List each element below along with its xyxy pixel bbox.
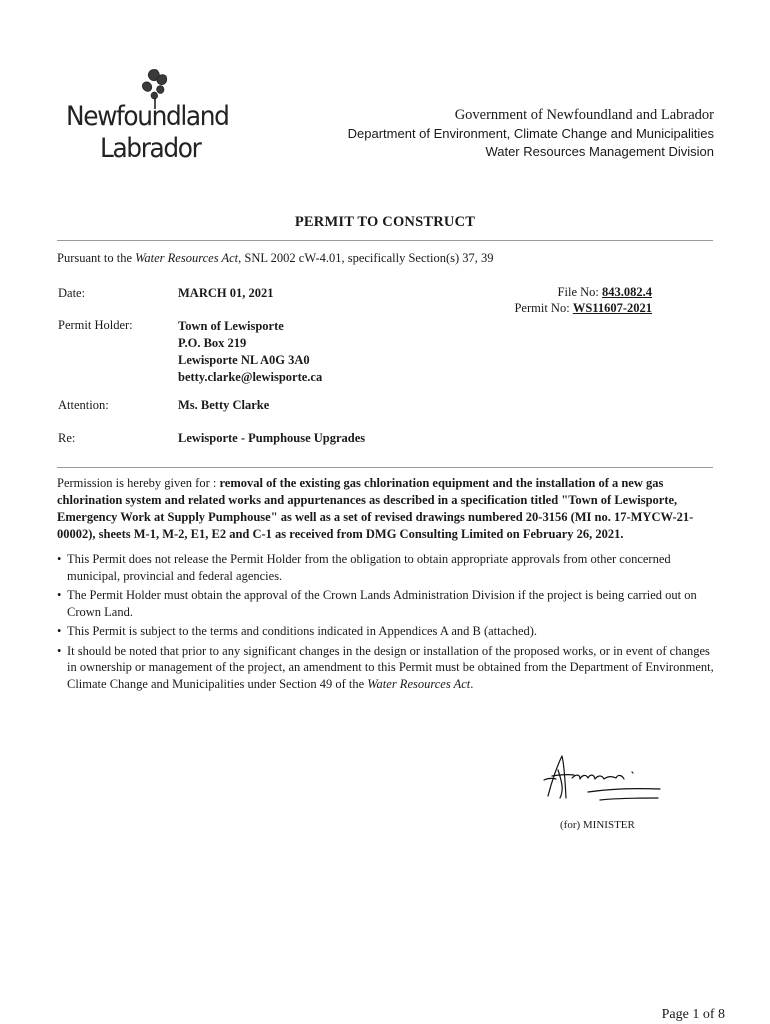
permission-body: removal of the existing gas chlorination equipment and the installation of a new gas chlorination system and related works and appurtenances as described in a specification titled "Town of Lewisporte, Emergency Work at Supply Pumphouse" as well as a set of revised drawings numbered 20-3156 (MI no. 17-MYCW-21-00002), sheets M-1, M-2, E1, E2 and C-1 as received from DMG Consulting Limited on February 26, 2021.: [57, 476, 694, 541]
condition-text: The Permit Holder must obtain the approval of the Crown Lands Administration Division if the project is being carried out on Crown Land.: [67, 588, 697, 619]
condition-text: This Permit is subject to the terms and conditions indicated in Appendices A and B (attached).: [67, 624, 538, 638]
signature-caption: (for) MINISTER: [560, 819, 635, 831]
newfoundland-labrador-logo: [62, 64, 252, 164]
government-name: Government of Newfoundland and Labrador: [454, 107, 714, 123]
divider: [57, 240, 713, 241]
file-number-label: File No:: [557, 285, 602, 299]
condition-text: It should be noted that prior to any significant changes in the design or installation of the proposed works, or in event of changes in ownership or management of the project, an amendment to this Permit must be obtained from the Department of Environment, Climate Change and Municipalities under Section 49 of the: [67, 643, 714, 691]
bullet: •: [57, 624, 62, 638]
permission-statement: [57, 475, 717, 543]
list-item: [57, 587, 717, 620]
act-name: Water Resources Act: [367, 676, 471, 691]
logo-wordmark-line2: Labrador: [100, 133, 201, 164]
divider: [57, 467, 713, 468]
holder-city: Lewisporte NL A0G 3A0: [178, 353, 310, 367]
file-number: [514, 285, 652, 301]
department-name: Department of Environment, Climate Change and Municipalities: [347, 126, 714, 141]
list-item: [57, 623, 717, 640]
bullet: •: [57, 588, 62, 602]
bullet: •: [57, 643, 62, 658]
attention-label: Attention:: [58, 398, 109, 412]
list-item: [57, 643, 717, 693]
pursuant-statement: [57, 251, 494, 266]
holder-po-box: P.O. Box 219: [178, 336, 247, 350]
logo-wordmark-line1: Newfoundland: [66, 101, 229, 132]
re-label: Re:: [58, 431, 76, 445]
condition-end: .: [470, 676, 474, 691]
pursuant-prefix: Pursuant to the: [57, 251, 136, 265]
pursuant-suffix: , SNL 2002 cW-4.01, specifically Section(s) 37, 39: [238, 251, 494, 265]
file-number-value: 843.082.4: [602, 285, 652, 299]
permit-number-value: WS11607-2021: [572, 300, 652, 315]
holder-name: Town of Lewisporte: [178, 319, 284, 333]
document-title: PERMIT TO CONSTRUCT: [294, 214, 476, 230]
holder-email: betty.clarke@lewisporte.ca: [178, 370, 323, 384]
act-name: Water Resources Act: [135, 251, 239, 265]
bullet: •: [57, 552, 62, 566]
conditions-list: [57, 551, 717, 695]
page-number: Page 1 of 8: [661, 1007, 725, 1022]
date-value: MARCH 01, 2021: [178, 286, 274, 300]
permit-holder-label: Permit Holder:: [58, 318, 133, 332]
handwritten-signature: [538, 748, 664, 810]
condition-text: This Permit does not release the Permit Holder from the obligation to obtain appropriate approvals from other concerned municipal, provincial and federal agencies.: [67, 552, 671, 583]
permit-holder-address: [178, 318, 322, 386]
permit-number-label: Permit No:: [514, 300, 573, 315]
division-name: Water Resources Management Division: [485, 144, 714, 159]
re-value: Lewisporte - Pumphouse Upgrades: [178, 431, 366, 445]
list-item: [57, 551, 717, 584]
attention-value: Ms. Betty Clarke: [178, 398, 270, 412]
reference-numbers: [514, 285, 652, 316]
permission-prefix: Permission is hereby given for :: [57, 476, 220, 490]
permit-number: [514, 301, 652, 317]
date-label: Date:: [58, 286, 86, 300]
